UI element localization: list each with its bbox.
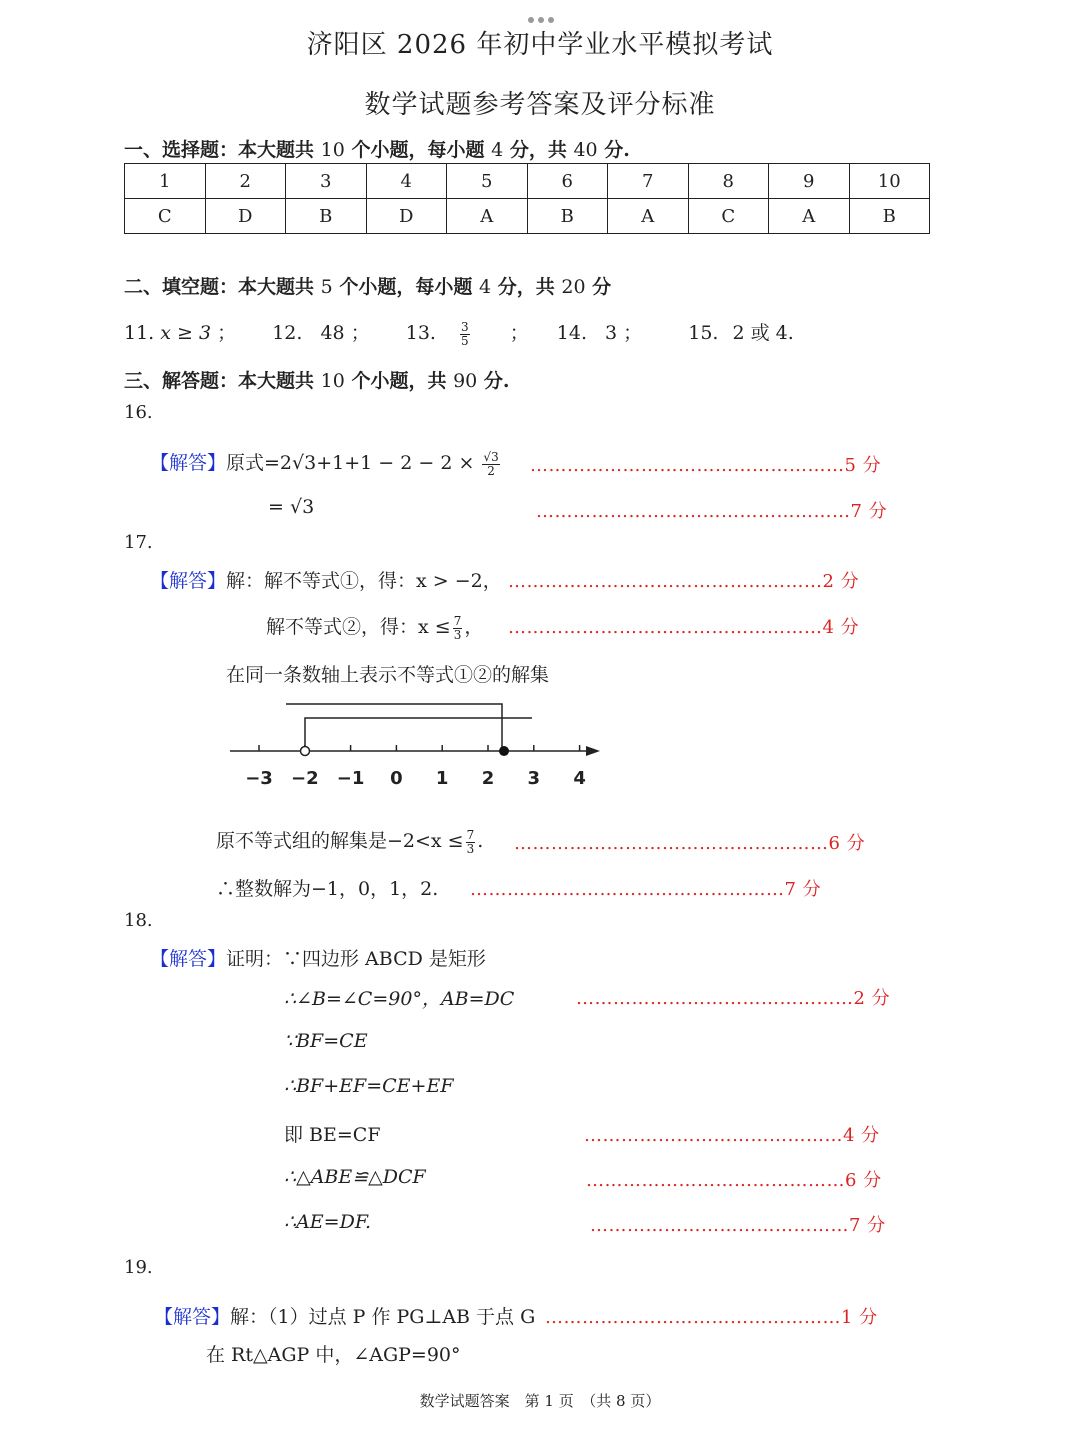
answer-table-number-cell: 5	[447, 164, 528, 199]
q19-score-1: …………………………………………1 分	[545, 1307, 878, 1328]
section-3-heading: 三、解答题：本大题共 10 个小题，共 90 分.	[124, 370, 510, 392]
answer-table-answer-cell: D	[366, 199, 447, 234]
q17-score-1: ……………………………………………2 分	[508, 571, 860, 592]
question-19-number: 19.	[124, 1257, 153, 1278]
q17-score-5: ……………………………………………7 分	[470, 879, 822, 900]
axis-tick-label: −3	[245, 768, 273, 789]
question-16-number: 16.	[124, 402, 153, 423]
answer-table-number-cell: 2	[205, 164, 286, 199]
answer-table-number-cell: 8	[688, 164, 769, 199]
q18-score-6: ……………………………………6 分	[586, 1170, 882, 1191]
answer-table-answer-cell: A	[447, 199, 528, 234]
q18-line-5: 即 BE=CF	[284, 1124, 381, 1146]
axis-tick-labels	[245, 768, 586, 789]
section-2-heading: 二、填空题：本大题共 5 个小题，每小题 4 分，共 20 分	[124, 276, 612, 298]
q18-line-2: ∴∠B=∠C=90°，AB=DC	[284, 988, 515, 1010]
q19-line-2: 在 Rt△AGP 中，∠AGP=90°	[206, 1344, 461, 1366]
axis-tick-label: 2	[481, 768, 495, 789]
answer-table-number-cell: 10	[849, 164, 930, 199]
fraction-3-5: $\frac{3}{5}$	[461, 319, 469, 348]
answer-table-answer-cell: C	[688, 199, 769, 234]
q16-score-1: ……………………………………………5 分	[530, 455, 882, 476]
filled-circle-marker	[499, 746, 509, 756]
answer-table-answer-cell: B	[527, 199, 608, 234]
q16-line-2: = √3	[268, 496, 315, 518]
axis-tick-label: 1	[435, 768, 449, 789]
answer-table-answer-cell: B	[286, 199, 367, 234]
answer-table-number-cell: 4	[366, 164, 447, 199]
q18-line-3: ∵BF=CE	[284, 1030, 368, 1052]
answer-table-answer-row	[125, 199, 930, 234]
question-17-number: 17.	[124, 532, 153, 553]
axis-tick-label: 0	[390, 768, 403, 789]
axis-tick-label: −1	[336, 768, 365, 789]
answer-table-answer-cell: D	[205, 199, 286, 234]
axis-tick-label: 3	[527, 768, 541, 789]
q17-line-2: 解不等式②，得：x ≤ $\frac{7}{3}$ ，	[266, 613, 484, 642]
q16-score-2: ……………………………………………7 分	[536, 501, 888, 522]
answer-table-number-row	[125, 164, 930, 199]
q18-line-1: 【解答】证明：∵四边形 ABCD 是矩形	[150, 948, 486, 970]
answer-table-answer-cell: C	[125, 199, 206, 234]
drag-handle[interactable]	[526, 8, 556, 18]
section-1-heading: 一、选择题：本大题共 10 个小题，每小题 4 分，共 40 分.	[124, 139, 630, 161]
q19-line-1: 【解答】解：（1）过点 P 作 PG⊥AB 于点 G	[154, 1306, 536, 1328]
page-subtitle: 数学试题参考答案及评分标准	[364, 90, 716, 120]
answer-table-number-cell: 1	[125, 164, 206, 199]
q18-line-4: ∴BF+EF=CE+EF	[284, 1075, 454, 1097]
open-circle-marker	[301, 747, 310, 756]
q18-line-7: ∴AE=DF.	[284, 1211, 372, 1233]
q17-score-4: ……………………………………………6 分	[514, 833, 866, 854]
answer-table-answer-cell: A	[608, 199, 689, 234]
fill-answers: 11. x ≥ 3 ； 12. 48 ； 13. $\frac{3}{5}$ ； 14. 3 ； 15. 2 或 4.	[124, 319, 794, 348]
answer-table-number-cell: 7	[608, 164, 689, 199]
solution-bracket-2	[286, 704, 502, 751]
q16-line-1: 【解答】原式=2√3+1+1 − 2 − 2 × $\frac{√3}{2}$	[150, 449, 499, 478]
q18-score-7: ……………………………………7 分	[590, 1215, 886, 1236]
q18-score-2: ………………………………………2 分	[576, 988, 891, 1009]
page-footer: 数学试题答案 第 1 页 （共 8 页）	[419, 1392, 661, 1410]
answer-table-number-cell: 6	[527, 164, 608, 199]
answer-table-answer-cell: B	[849, 199, 930, 234]
axis-arrow-icon	[586, 746, 600, 756]
q17-line-5: ∴整数解为−1，0，1，2.	[216, 878, 439, 900]
answer-table	[124, 163, 930, 234]
q17-score-2: ……………………………………………4 分	[508, 617, 860, 638]
answer-table-number-cell: 3	[286, 164, 367, 199]
solution-bracket-1	[305, 718, 532, 751]
axis-tick-label: 4	[573, 768, 586, 789]
q17-line-4: 原不等式组的解集是−2<x ≤ $\frac{7}{3}$ .	[216, 827, 484, 856]
q17-line-1: 【解答】解：解不等式①，得：x > −2，	[150, 570, 502, 592]
axis-tick-label: −2	[290, 768, 319, 789]
q18-line-6: ∴△ABE≌△DCF	[284, 1166, 426, 1188]
question-18-number: 18.	[124, 910, 153, 931]
answer-table-answer-cell: A	[769, 199, 850, 234]
answer-table-number-cell: 9	[769, 164, 850, 199]
q17-line-3: 在同一条数轴上表示不等式①②的解集	[226, 664, 550, 686]
number-line-diagram	[222, 692, 612, 796]
page-title: 济阳区 2026 年初中学业水平模拟考试	[306, 30, 774, 60]
q18-score-5: ……………………………………4 分	[584, 1125, 880, 1146]
